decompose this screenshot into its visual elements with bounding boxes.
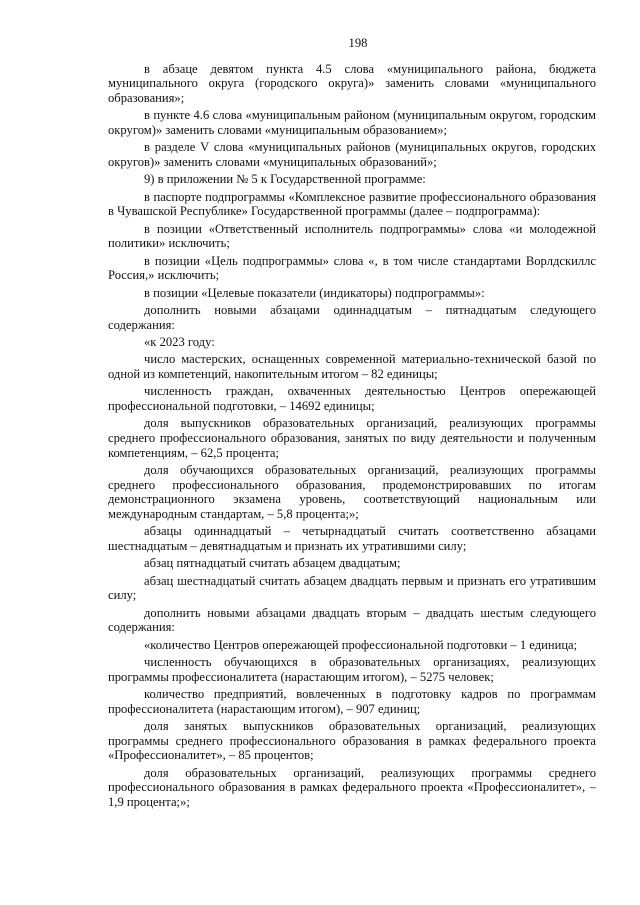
paragraph: в разделе V слова «муниципальных районов (муниципальных округов, городских округов)» заменить словами «муниципальных образований»;	[108, 140, 596, 170]
paragraph: абзацы одиннадцатый – четырнадцатый считать соответственно абзацами шестнадцатым – девятнадцатым и признать их утратившими силу;	[108, 524, 596, 554]
paragraph: численность обучающихся в образовательных организациях, реализующих программы профессионалитета (нарастающим итогом), – 5275 человек;	[108, 655, 596, 684]
document-page	[108, 36, 596, 812]
paragraph: дополнить новыми абзацами одиннадцатым – пятнадцатым следующего содержания:	[108, 303, 596, 332]
paragraph: в пункте 4.6 слова «муниципальным районом (муниципальным округом, городским округом)» заменить словами «муниципальным образованием»;	[108, 108, 596, 138]
paragraph: дополнить новыми абзацами двадцать вторым – двадцать шестым следующего содержания:	[108, 605, 596, 635]
paragraph: абзац пятнадцатый считать абзацем двадцатым;	[144, 556, 401, 571]
paragraph: «количество Центров опережающей профессиональной подготовки – 1 единица;	[144, 637, 578, 652]
paragraph: в паспорте подпрограммы «Комплексное развитие профессионального образования в Чувашской Республике» Государственной программы (далее – подпрограмма):	[108, 189, 596, 219]
paragraph: доля обучающихся образовательных организаций, реализующих программы среднего профессионального образования, продемонстрировавших по итогам демонстрационного экзамена уровень, соответствующий национальным или международным стандартам, – 5,8 процента;»;	[108, 463, 596, 522]
paragraph: 9) в приложении № 5 к Государственной программе:	[144, 172, 426, 187]
paragraph: доля выпускников образовательных организаций, реализующих программы среднего профессионального образования, занятых по виду деятельности и полученным компетенциям, – 62,5 процента;	[108, 416, 596, 460]
paragraph: в позиции «Цель подпрограммы» слова «, в том числе стандартами Ворлдскиллс Россия,» исключить;	[108, 253, 596, 283]
paragraph: доля занятых выпускников образовательных организаций, реализующих программы среднего профессионального образования в рамках федерального проекта «Профессионалитет», – 85 процентов;	[108, 719, 596, 763]
paragraph: абзац шестнадцатый считать абзацем двадцать первым и признать его утратившим силу;	[108, 573, 596, 603]
paragraph: количество предприятий, вовлеченных в подготовку кадров по программам профессионалитета (нарастающим итогом), – 907 единиц;	[108, 687, 596, 716]
page-number: 198	[348, 36, 368, 50]
paragraph: «к 2023 году:	[144, 335, 215, 349]
paragraph: численность граждан, охваченных деятельностью Центров опережающей профессиональной подготовки, – 14692 единицы;	[108, 384, 596, 413]
paragraph: в позиции «Целевые показатели (индикаторы) подпрограммы»:	[144, 285, 485, 300]
paragraph: в позиции «Ответственный исполнитель подпрограммы» слова «и молодежной политики» исключить;	[108, 221, 596, 251]
paragraph: доля образовательных организаций, реализующих программы среднего профессионального образования в рамках федерального проекта «Профессионалитет», – 1,9 процента;»;	[108, 765, 596, 810]
paragraph: в абзаце девятом пункта 4.5 слова «муниципального района, бюджета муниципального округа (городского округа)» заменить словами «муниципального образования»;	[108, 61, 596, 106]
paragraph: число мастерских, оснащенных современной материально-технической базой по одной из компетенций, накопительным итогом – 82 единицы;	[108, 352, 596, 381]
